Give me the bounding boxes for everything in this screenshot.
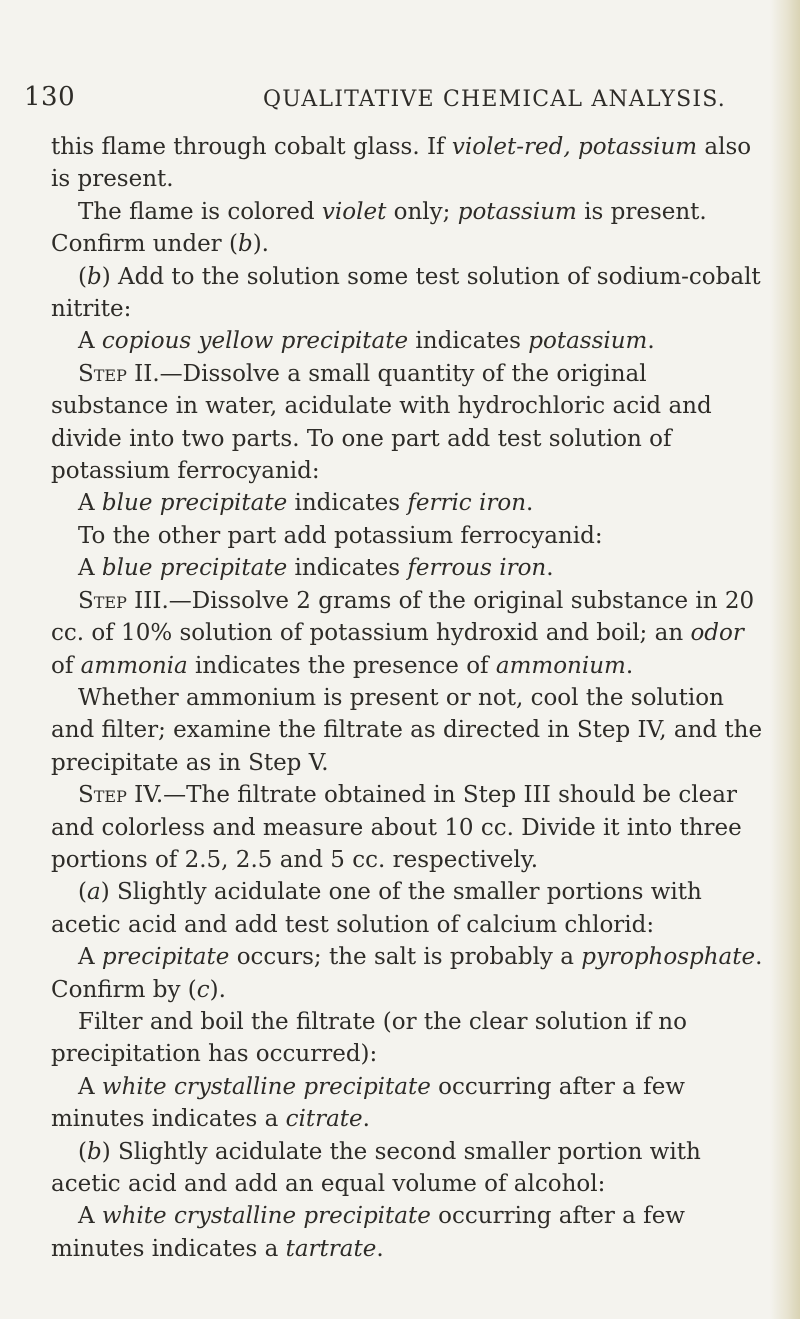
page-number: 130 bbox=[24, 82, 76, 112]
paragraph: A blue precipitate indicates ferric iron. bbox=[78, 490, 534, 517]
paragraph: To the other part add potassium ferrocyanid: bbox=[78, 522, 603, 549]
step-4-paragraph: Step IV.—The filtrate obtained in Step III should be clear and colorless and measure about 10 cc. Divide it into three portions of 2.5, 2.5 and 5 cc. respectively. bbox=[51, 782, 742, 873]
paragraph: this flame through cobalt glass. If violet-red, potassium also is present. bbox=[51, 134, 752, 193]
paragraph: (b) Slightly acidulate the second smaller portion with acetic acid and add an equal volume of alcohol: bbox=[51, 1138, 701, 1197]
paragraph: Whether ammonium is present or not, cool the solution and filter; examine the filtrate as directed in Step IV, and the precipitate as in Step V. bbox=[51, 684, 763, 776]
paragraph: Filter and boil the filtrate (or the clear solution if no precipitation has occurred): bbox=[51, 1008, 687, 1068]
paragraph: The flame is colored violet only; potassium is present. Confirm under (b). bbox=[51, 198, 707, 258]
running-head: QUALITATIVE CHEMICAL ANALYSIS. bbox=[263, 87, 726, 112]
paragraph: (b) Add to the solution some test solution of sodium-cobalt nitrite: bbox=[51, 263, 761, 323]
body-text bbox=[51, 131, 767, 1265]
paragraph: A copious yellow precipitate indicates potassium. bbox=[78, 328, 655, 355]
paragraph: A precipitate occurs; the salt is probably a pyrophosphate. Confirm by (c). bbox=[51, 944, 763, 1003]
paragraph: A white crystalline precipitate occurring after a few minutes indicates a tartrate. bbox=[51, 1203, 685, 1262]
paragraph: A white crystalline precipitate occurring after a few minutes indicates a citrate. bbox=[51, 1073, 685, 1133]
step-3-paragraph: Step III.—Dissolve 2 grams of the original substance in 20 cc. of 10% solution of potassium hydroxid and boil; an odor of ammonia indicates the presence of ammonium. bbox=[51, 587, 755, 679]
page-edge-shadow bbox=[770, 0, 800, 1319]
paragraph: A blue precipitate indicates ferrous iron. bbox=[78, 555, 554, 582]
step-2-paragraph: Step II.—Dissolve a small quantity of the original substance in water, acidulate with hydrochloric acid and divide into two parts. To one part add test solution of potassium ferrocyanid: bbox=[51, 360, 712, 485]
paragraph: (a) Slightly acidulate one of the smaller portions with acetic acid and add test solution of calcium chlorid: bbox=[51, 879, 702, 938]
